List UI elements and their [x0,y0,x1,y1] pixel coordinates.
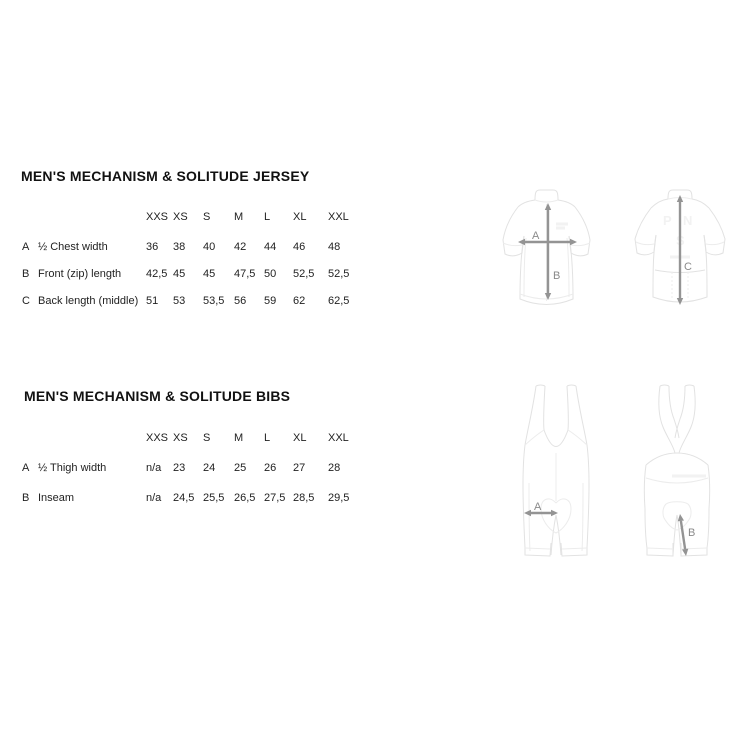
size-header-row [22,211,368,241]
value-cell: 46 [293,241,306,253]
bib-back-outline [644,385,709,556]
row-letter: A [22,241,30,253]
value-cell: 28 [328,462,341,474]
size-header-cell: XXL [328,211,349,223]
jersey-size-table [22,211,368,322]
value-cell: 42,5 [146,268,168,280]
measure-label-b: B [553,270,561,282]
bib-front-outline [523,385,589,556]
size-header-cell: XXS [146,432,169,444]
measurement-row [22,268,368,295]
value-cell: 45 [203,268,216,280]
size-header-cell: XXL [328,432,349,444]
size-header-cell: XL [293,211,307,223]
size-header-cell: XXS [146,211,169,223]
size-header-cell: L [264,211,271,223]
value-cell: 48 [328,241,341,253]
value-cell: 62 [293,295,306,307]
value-cell: 53 [173,295,186,307]
value-cell: 25,5 [203,492,225,504]
measurement-row [22,462,368,492]
value-cell: 53,5 [203,295,225,307]
value-cell: 28,5 [293,492,315,504]
value-cell: 36 [146,241,159,253]
size-header-cell: XS [173,432,188,444]
value-cell: 50 [264,268,277,280]
jersey-back-diagram [632,183,732,315]
value-cell: n/a [146,462,162,474]
size-header-cell: S [203,432,211,444]
size-header-cell: S [203,211,211,223]
value-cell: n/a [146,492,162,504]
value-cell: 23 [173,462,186,474]
measurement-row [22,295,368,322]
value-cell: 42 [234,241,247,253]
value-cell: 51 [146,295,159,307]
value-cell: 47,5 [234,268,256,280]
value-cell: 25 [234,462,247,474]
value-cell: 40 [203,241,216,253]
value-cell: 27 [293,462,306,474]
svg-text:S: S [676,233,685,248]
row-label: Back length (middle) [38,295,139,307]
row-letter: A [22,462,30,474]
front-zip-length-arrow [545,203,551,300]
chest-logo-mark [556,224,568,228]
row-label: Front (zip) length [38,268,122,280]
value-cell: 26 [264,462,277,474]
value-cell: 38 [173,241,186,253]
measure-label-a: A [532,230,540,242]
row-label: Inseam [38,492,75,504]
value-cell: 45 [173,268,186,280]
value-cell: 29,5 [328,492,350,504]
measure-label-c: C [684,261,692,273]
bibs-section-title: MEN'S MECHANISM & SOLITUDE BIBS [24,387,291,404]
jersey-section-title: MEN'S MECHANISM & SOLITUDE JERSEY [21,167,310,184]
value-cell: 26,5 [234,492,256,504]
row-letter: C [22,295,30,307]
bib-back-diagram [630,383,720,565]
back-length-arrow [677,195,683,305]
value-cell: 52,5 [328,268,350,280]
svg-text:N: N [683,213,693,228]
value-cell: 62,5 [328,295,350,307]
measurement-row [22,241,368,268]
size-header-cell: XL [293,432,307,444]
row-label: ½ Thigh width [38,462,107,474]
row-letter: B [22,268,30,280]
row-letter: B [22,492,30,504]
measure-label-a: A [534,501,542,513]
row-label: ½ Chest width [38,241,108,253]
size-header-cell: M [234,432,244,444]
value-cell: 56 [234,295,247,307]
value-cell: 59 [264,295,277,307]
bib-front-diagram [508,383,598,565]
value-cell: 52,5 [293,268,315,280]
value-cell: 24 [203,462,216,474]
svg-text:P: P [663,213,672,228]
measure-label-b: B [688,527,696,539]
back-watermark-logo [663,213,692,257]
size-header-cell: XS [173,211,188,223]
bibs-size-table [22,432,368,522]
jersey-front-diagram [496,183,596,315]
value-cell: 24,5 [173,492,195,504]
value-cell: 44 [264,241,277,253]
size-header-row [22,432,368,462]
value-cell: 27,5 [264,492,286,504]
size-header-cell: M [234,211,244,223]
size-header-cell: L [264,432,271,444]
measurement-row [22,492,368,522]
